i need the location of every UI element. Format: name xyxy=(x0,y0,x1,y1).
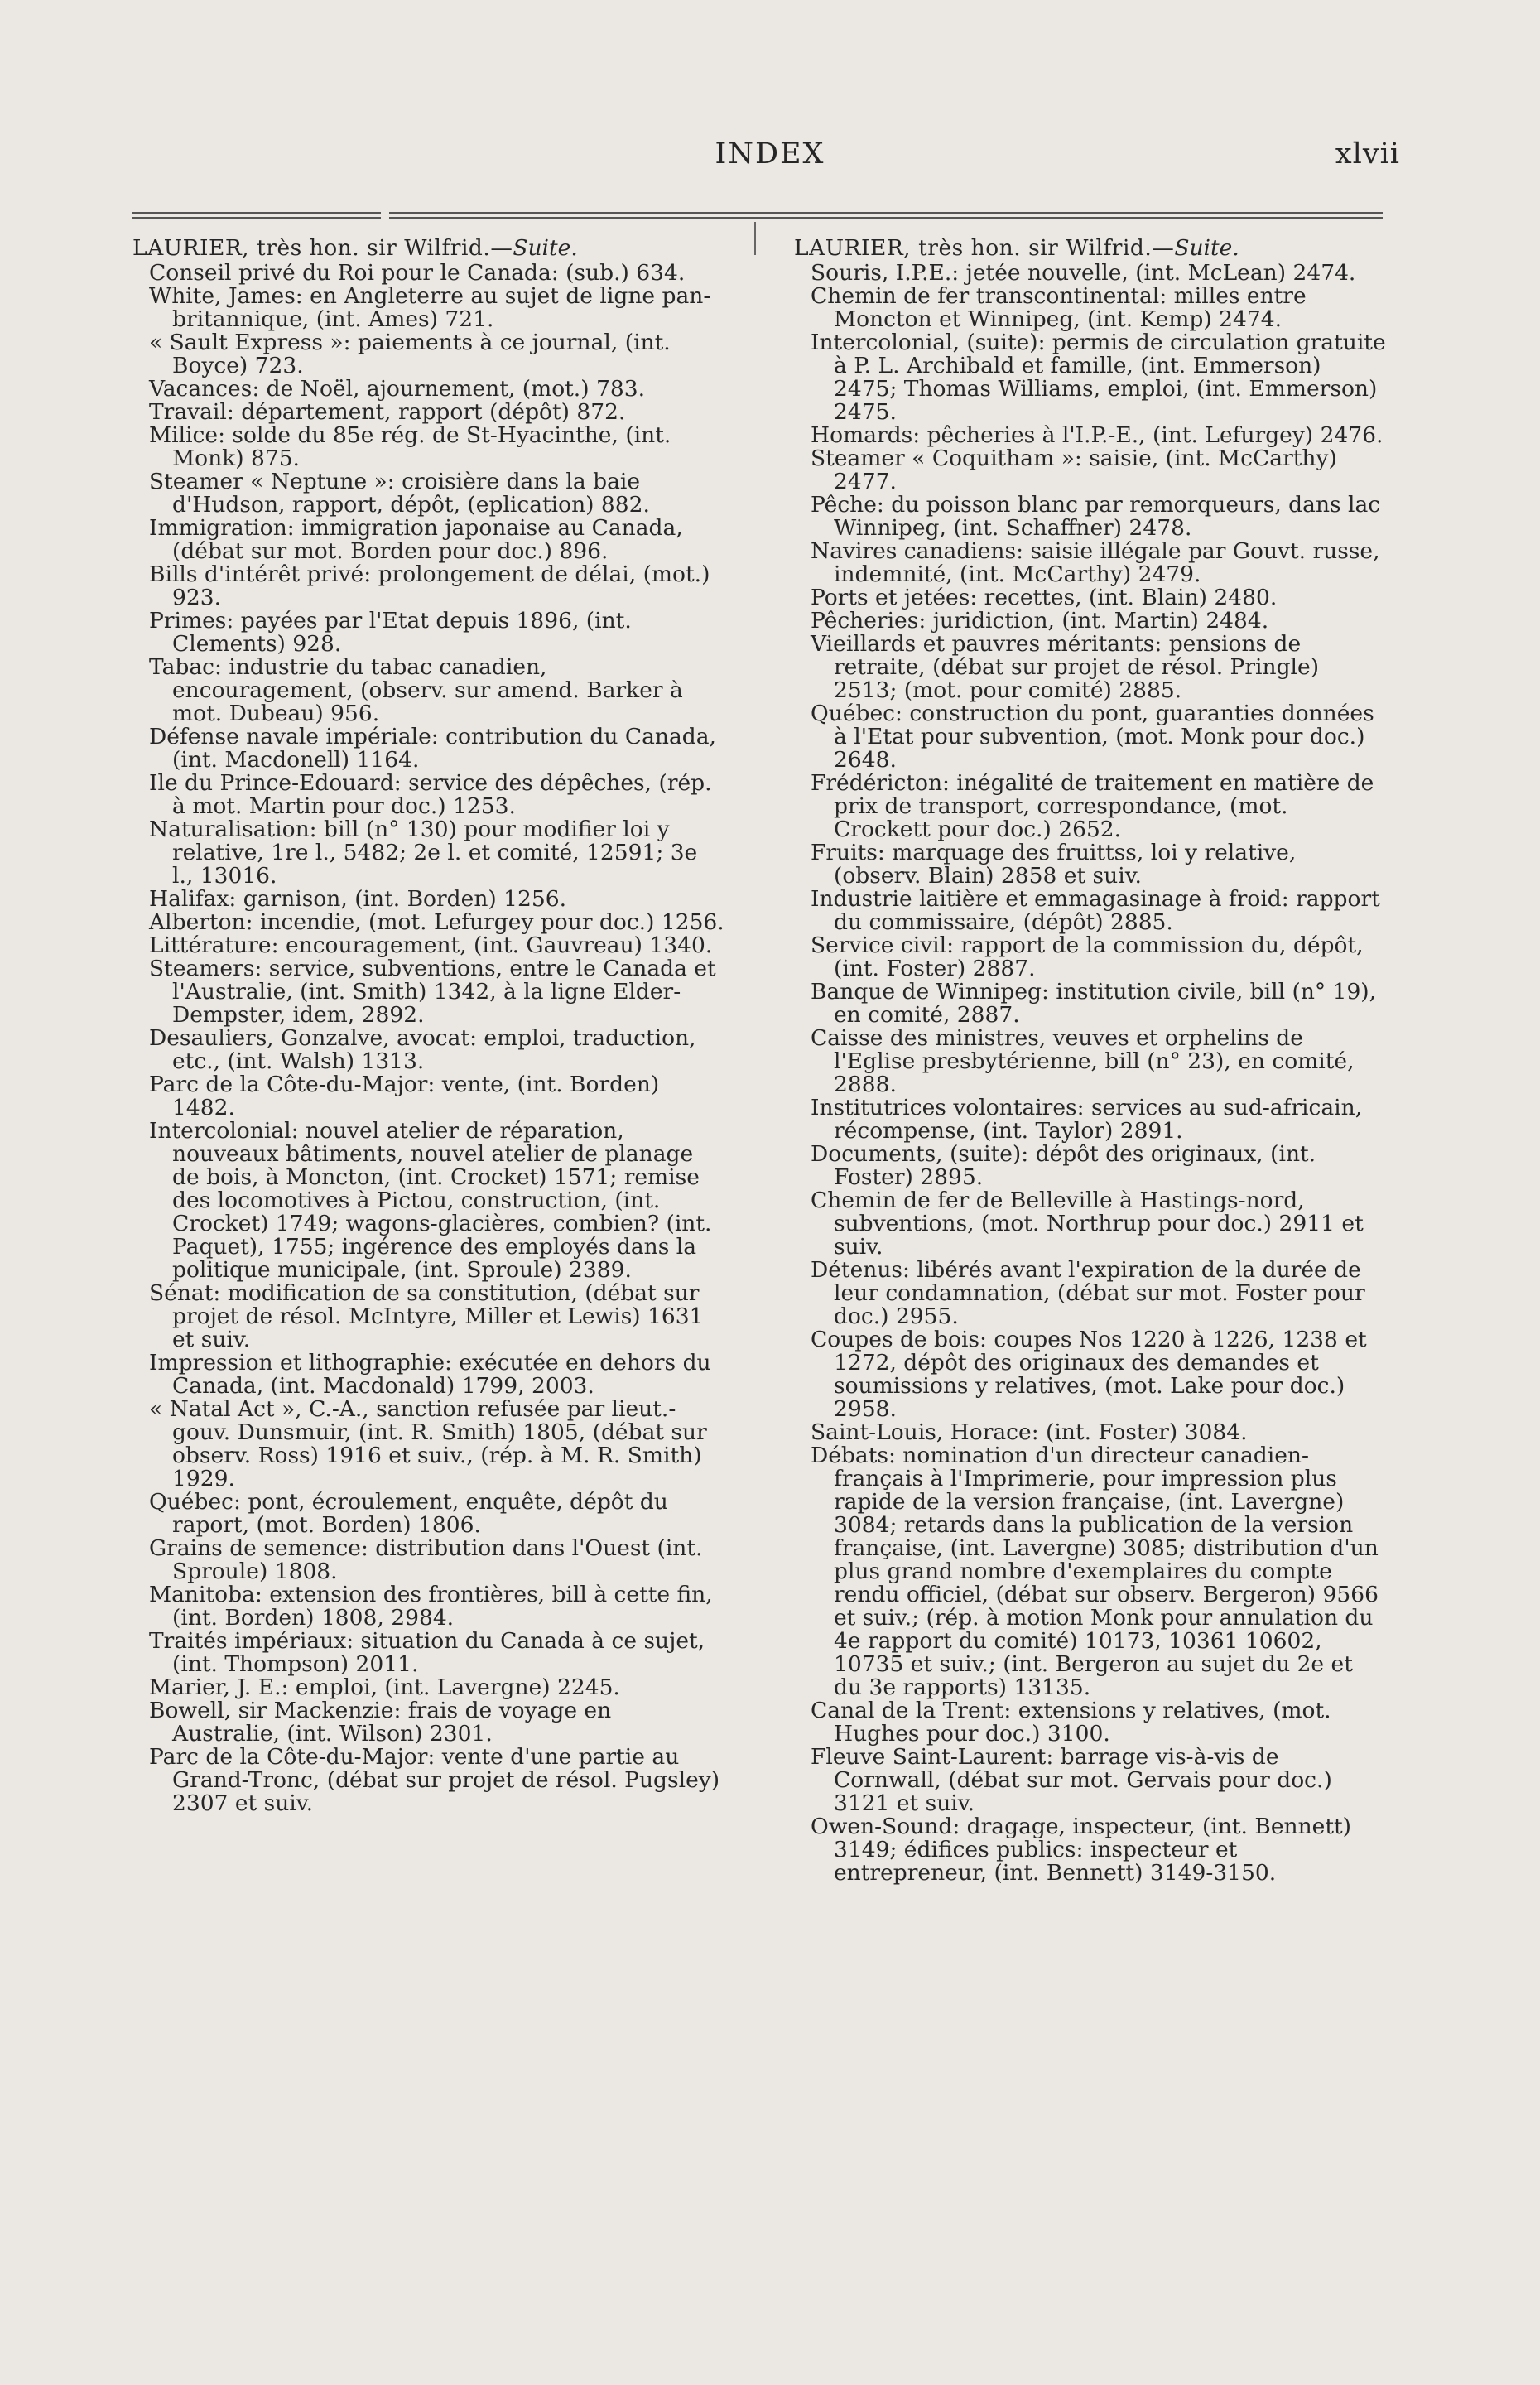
index-entry: Grains de semence: distribution dans l'Ouest (int. Sproule) 1808. xyxy=(149,1535,703,1584)
index-entry: Québec: pont, écroulement, enquête, dépôt du raport, (mot. Borden) 1806. xyxy=(149,1489,668,1538)
index-entry: Intercolonial, (suite): permis de circulation gratuite à P. L. Archibald et famille, (int. Emmerson) 2475; Thomas Williams, emploi, (int. Emmerson) 2475. xyxy=(811,330,1386,425)
index-entry: Impression et lithographie: exécutée en dehors du Canada, (int. Macdonald) 1799, 2003. xyxy=(149,1350,711,1399)
index-entry: Bowell, sir Mackenzie: frais de voyage en Australie, (int. Wilson) 2301. xyxy=(149,1698,612,1747)
index-entry: Ile du Prince-Edouard: service des dépêches, (rép. à mot. Martin pour doc.) 1253. xyxy=(149,770,712,819)
left-column xyxy=(132,237,724,1815)
index-entry: Pêcheries: juridiction, (int. Martin) 2484. xyxy=(811,608,1269,634)
index-entry: « Sault Express »: paiements à ce journal, (int. Boyce) 723. xyxy=(149,330,671,378)
header-rule-center-2 xyxy=(389,217,1383,219)
header-rule-left xyxy=(132,212,381,214)
index-entry: Banque de Winnipeg: institution civile, bill (n° 19), en comité, 2887. xyxy=(811,979,1377,1028)
index-entry: Canal de la Trent: extensions y relatives, (mot. Hughes pour doc.) 3100. xyxy=(811,1698,1331,1747)
index-entry: Fleuve Saint-Laurent: barrage vis-à-vis de Cornwall, (débat sur mot. Gervais pour doc.) 3121 et suiv. xyxy=(811,1744,1332,1816)
index-entry: Steamer « Neptune »: croisière dans la baie d'Hudson, rapport, dépôt, (eplication) 882. xyxy=(149,469,650,518)
index-entry: Coupes de bois: coupes Nos 1220 à 1226, 1238 et 1272, dépôt des originaux des demandes et soumissions y relatives, (mot. Lake pour doc.) 2958. xyxy=(811,1327,1367,1422)
index-entry: Institutrices volontaires: services au sud-africain, récompense, (int. Taylor) 2891. xyxy=(811,1095,1363,1144)
index-entry: Marier, J. E.: emploi, (int. Lavergne) 2245. xyxy=(149,1674,620,1700)
index-entry: Débats: nomination d'un directeur canadien-français à l'Imprimerie, pour impression plus rapide de la version française, (int. Lavergne) 3084; retards dans la publication de la version française, (int. Lavergne) 3085; distribution d'un plus grand nombre d'exemplaires du compte rendu officiel, (débat sur observ. Bergeron) 9566 et suiv.; (rép. à motion Monk pour annulation du 4e rapport du comité) 10173, 10361 10602, 10735 et suiv.; (int. Bergeron au sujet du 2e et du 3e rapports) 13135. xyxy=(811,1443,1379,1700)
index-entry: Owen-Sound: dragage, inspecteur, (int. Bennett) 3149; édifices publics: inspecteur et entrepreneur, (int. Bennett) 3149-3150. xyxy=(811,1814,1351,1886)
index-entry: Caisse des ministres, veuves et orphelins de l'Eglise presbytérienne, bill (n° 23), en comité, 2888. xyxy=(811,1025,1355,1097)
right-heading-suite: Suite. xyxy=(1174,235,1239,261)
index-entry: Industrie laitière et emmagasinage à froid: rapport du commissaire, (dépôt) 2885. xyxy=(811,886,1380,935)
index-entry: Traités impériaux: situation du Canada à ce sujet, (int. Thompson) 2011. xyxy=(149,1628,705,1677)
index-entry: Chemin de fer de Belleville à Hastings-nord, subventions, (mot. Northrup pour doc.) 2911 et suiv. xyxy=(811,1188,1364,1260)
index-entry: Navires canadiens: saisie illégale par Gouvt. russe, indemnité, (int. McCarthy) 2479. xyxy=(811,538,1380,587)
index-entry: Immigration: immigration japonaise au Canada, (débat sur mot. Borden pour doc.) 896. xyxy=(149,515,683,564)
index-entry: Frédéricton: inégalité de traitement en matière de prix de transport, correspondance, (mot. Crockett pour doc.) 2652. xyxy=(811,770,1374,842)
index-entry: Homards: pêcheries à l'I.P.-E., (int. Lefurgey) 2476. xyxy=(811,422,1384,448)
index-entry: White, James: en Angleterre au sujet de ligne pan-britannique, (int. Ames) 721. xyxy=(149,283,711,332)
index-entry: Littérature: encouragement, (int. Gauvreau) 1340. xyxy=(149,932,713,958)
index-entry: Chemin de fer transcontinental: milles entre Moncton et Winnipeg, (int. Kemp) 2474. xyxy=(811,283,1307,332)
index-entry: Pêche: du poisson blanc par remorqueurs, dans lac Winnipeg, (int. Schaffner) 2478. xyxy=(811,492,1381,541)
index-entry: Parc de la Côte-du-Major: vente, (int. Borden) 1482. xyxy=(149,1072,660,1120)
index-entry: Fruits: marquage des fruittss, loi y relative, (observ. Blain) 2858 et suiv. xyxy=(811,840,1297,889)
page-number: xlvii xyxy=(1335,137,1400,171)
index-entry: Primes: payées par l'Etat depuis 1896, (int. Clements) 928. xyxy=(149,608,632,657)
index-entry: « Natal Act », C.-A., sanction refusée par lieut.-gouv. Dunsmuir, (int. R. Smith) 1805, (débat sur observ. Ross) 1916 et suiv., (rép. à M. R. Smith) 1929. xyxy=(149,1396,707,1491)
index-entry: Parc de la Côte-du-Major: vente d'une partie au Grand-Tronc, (débat sur projet de résol. Pugsley) 2307 et suiv. xyxy=(149,1744,720,1816)
index-entry: Desauliers, Gonzalve, avocat: emploi, traduction, etc., (int. Walsh) 1313. xyxy=(149,1025,696,1074)
index-entry: Conseil privé du Roi pour le Canada: (sub.) 634. xyxy=(149,260,686,286)
index-entry: Alberton: incendie, (mot. Lefurgey pour doc.) 1256. xyxy=(149,909,724,935)
index-entry: Steamer « Coquitham »: saisie, (int. McCarthy) 2477. xyxy=(811,446,1337,494)
index-entry: Sénat: modification de sa constitution, (débat sur projet de résol. McIntyre, Miller et Lewis) 1631 et suiv. xyxy=(149,1280,704,1352)
index-entry: Naturalisation: bill (n° 130) pour modifier loi y relative, 1re l., 5482; 2e l. et comité, 12591; 3e l., 13016. xyxy=(149,817,698,889)
index-entry: Défense navale impériale: contribution du Canada, (int. Macdonell) 1164. xyxy=(149,724,716,773)
left-heading-suite: Suite. xyxy=(513,235,578,261)
index-entry: Vieillards et pauvres méritants: pensions de retraite, (débat sur projet de résol. Pringle) 2513; (mot. pour comité) 2885. xyxy=(811,631,1320,703)
index-entry: Manitoba: extension des frontières, bill à cette fin, (int. Borden) 1808, 2984. xyxy=(149,1582,713,1631)
right-column xyxy=(794,237,1386,1885)
left-column-heading xyxy=(132,237,724,260)
index-entry: Milice: solde du 85e rég. de St-Hyacinthe, (int. Monk) 875. xyxy=(149,422,671,471)
page-title: INDEX xyxy=(715,137,825,171)
index-entry: Travail: département, rapport (dépôt) 872. xyxy=(149,399,626,425)
index-entry: Ports et jetées: recettes, (int. Blain) 2480. xyxy=(811,585,1278,610)
index-entry: Halifax: garnison, (int. Borden) 1256. xyxy=(149,886,567,912)
left-heading-name: LAURIER, très hon. sir Wilfrid.— xyxy=(132,235,513,261)
header-rule-left-2 xyxy=(132,217,381,219)
index-entry: Intercolonial: nouvel atelier de réparation, nouveaux bâtiments, nouvel atelier de planage de bois, à Moncton, (int. Crocket) 1571; remise des locomotives à Pictou, construction, (int. Crocket) 1749; wagons-glacières, combien? (int. Paquet), 1755; ingérence des employés dans la politique municipale, (int. Sproule) 2389. xyxy=(149,1118,712,1283)
index-entry: Bills d'intérêt privé: prolongement de délai, (mot.) 923. xyxy=(149,561,710,610)
index-entry: Service civil: rapport de la commission du, dépôt, (int. Foster) 2887. xyxy=(811,932,1364,981)
index-entry: Détenus: libérés avant l'expiration de la durée de leur condamnation, (débat sur mot. Foster pour doc.) 2955. xyxy=(811,1257,1365,1329)
index-entry: Souris, I.P.E.: jetée nouvelle, (int. McLean) 2474. xyxy=(811,260,1356,286)
right-column-heading xyxy=(794,237,1386,260)
right-heading-name: LAURIER, très hon. sir Wilfrid.— xyxy=(794,235,1175,261)
index-entry: Tabac: industrie du tabac canadien, encouragement, (observ. sur amend. Barker à mot. Dubeau) 956. xyxy=(149,654,683,726)
index-entry: Saint-Louis, Horace: (int. Foster) 3084. xyxy=(811,1419,1248,1445)
right-entries xyxy=(794,262,1386,1885)
index-entry: Vacances: de Noël, ajournement, (mot.) 783. xyxy=(149,376,645,402)
index-entry: Documents, (suite): dépôt des originaux, (int. Foster) 2895. xyxy=(811,1141,1316,1190)
left-entries xyxy=(132,262,724,1815)
header-rule-center xyxy=(389,212,1383,214)
index-entry: Steamers: service, subventions, entre le Canada et l'Australie, (int. Smith) 1342, à la ligne Elder-Dempster, idem, 2892. xyxy=(149,956,716,1028)
index-entry: Québec: construction du pont, guaranties données à l'Etat pour subvention, (mot. Monk pour doc.) 2648. xyxy=(811,701,1374,773)
column-divider xyxy=(754,222,756,255)
